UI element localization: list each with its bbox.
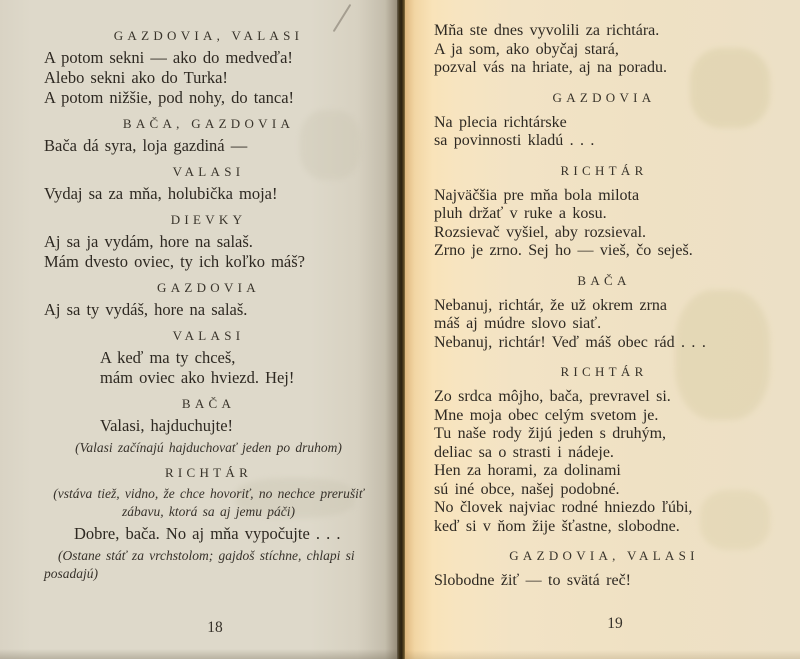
- page-left: [0, 0, 397, 659]
- verse-line: Zo srdca môjho, bača, prevravel si.: [434, 388, 671, 405]
- speaker-heading: BAČA, GAZDOVIA: [122, 116, 295, 131]
- stage-direction-line: posadajú): [44, 566, 98, 581]
- page-right: [405, 0, 800, 659]
- verse-line: No človek najviac rodné hniezdo ľúbi,: [434, 499, 693, 516]
- verse-line: Nebanuj, richtár, že už okrem zrna: [434, 296, 668, 314]
- verse-line: Vydaj sa za mňa, holubička moja!: [44, 184, 278, 203]
- stage-direction: [44, 439, 373, 457]
- speaker-heading: RICHTÁR: [164, 465, 253, 480]
- verse-line: keď si v ňom žije šťastne, slobodne.: [434, 517, 680, 535]
- verse-block: [44, 232, 373, 272]
- speaker-heading: RICHTÁR: [560, 162, 648, 178]
- verse-line: Zrno je zrno. Sej ho — vieš, čo seješ.: [434, 242, 693, 259]
- verse-line: A potom sekni — ako do medveďa!: [44, 48, 293, 67]
- verse-line: pluh držať v ruke a kosu.: [434, 205, 607, 222]
- verse-block: [434, 22, 774, 78]
- verse-block: [434, 388, 774, 536]
- verse-block: [434, 297, 774, 353]
- speaker-heading: GAZDOVIA, VALASI: [113, 28, 304, 43]
- verse-line: A keď ma ty chceš,: [100, 348, 236, 367]
- verse-line: Aj sa ty vydáš, hore na salaš.: [44, 300, 248, 319]
- verse-line: pozval vás na hriate, aj na poradu.: [434, 59, 667, 76]
- verse-line: mám oviec ako hviezd. Hej!: [100, 368, 295, 387]
- page-left-text-column: [0, 0, 397, 659]
- verse-block: [44, 524, 373, 544]
- verse-block: [44, 48, 373, 108]
- speaker-heading: BAČA: [181, 396, 236, 411]
- verse-line: Mne moja obec celým svetom je.: [434, 406, 659, 424]
- book-spine-gutter: [397, 0, 405, 659]
- stage-direction-line: zábavu, ktorá sa aj jemu páči): [122, 504, 295, 519]
- speaker-heading: GAZDOVIA, VALASI: [509, 548, 699, 563]
- verse-line: Rozsievač vyšiel, aby rozsieval.: [434, 223, 647, 241]
- verse-block: [44, 300, 373, 320]
- verse-line: Na plecia richtárske: [434, 113, 567, 131]
- verse-line: Dobre, bača. No aj mňa vypočujte . . .: [74, 524, 341, 543]
- verse-line: A ja som, ako obyčaj stará,: [434, 40, 619, 58]
- stage-direction-line: (Ostane stáť za vrchstolom; gajdoš stíchne, chlapi si: [58, 548, 355, 563]
- verse-block: [44, 184, 373, 204]
- verse-block: [44, 348, 373, 388]
- verse-line: Nebanuj, richtár! Veď máš obec rád . . .: [434, 333, 706, 351]
- stage-direction-line: (vstáva tiež, vidno, že chce hovoriť, no nechce prerušiť: [53, 486, 364, 501]
- page-number-left: 18: [207, 619, 223, 636]
- stage-direction: [44, 547, 373, 583]
- verse-line: sú iné obce, našej podobné.: [434, 480, 620, 498]
- verse-line: Mňa ste dnes vyvolili za richtára.: [434, 22, 660, 39]
- verse-block: [44, 136, 373, 156]
- speaker-heading: DIEVKY: [170, 212, 247, 227]
- speaker-heading: VALASI: [172, 328, 245, 343]
- verse-line: A potom nižšie, pod nohy, do tanca!: [44, 88, 295, 107]
- page-right-text-column: [405, 0, 800, 659]
- verse-block: [434, 572, 774, 591]
- verse-line: Hen za horami, za dolinami: [434, 462, 621, 479]
- speaker-heading: VALASI: [172, 164, 245, 179]
- verse-line: deliac sa o strasti i nádeje.: [434, 443, 614, 461]
- verse-line: Alebo sekni ako do Turka!: [44, 68, 228, 87]
- verse-line: Najväčšia pre mňa bola milota: [434, 186, 640, 204]
- verse-block: [434, 114, 774, 151]
- stage-direction: [44, 485, 373, 521]
- verse-line: Bača dá syra, loja gazdiná —: [44, 136, 248, 155]
- verse-line: Mám dvesto oviec, ty ich koľko máš?: [44, 252, 305, 271]
- speaker-heading: GAZDOVIA: [552, 89, 656, 105]
- speaker-heading: RICHTÁR: [560, 364, 648, 379]
- speaker-heading: GAZDOVIA: [157, 280, 260, 295]
- verse-line: máš aj múdre slovo siať.: [434, 315, 602, 332]
- verse-line: Valasi, hajduchujte!: [100, 416, 234, 435]
- verse-block: [44, 416, 373, 436]
- verse-line: sa povinnosti kladú . . .: [434, 132, 595, 149]
- speaker-heading: BAČA: [577, 272, 631, 288]
- stage-direction-line: (Valasi začínajú hajduchovať jeden po druhom): [75, 440, 342, 455]
- verse-line: Slobodne žiť — to svätá reč!: [434, 572, 632, 589]
- verse-line: Tu naše rody žijú jeden s druhým,: [434, 425, 667, 442]
- verse-line: Aj sa ja vydám, hore na salaš.: [44, 232, 253, 251]
- verse-block: [434, 187, 774, 261]
- page-number-right: 19: [607, 615, 623, 632]
